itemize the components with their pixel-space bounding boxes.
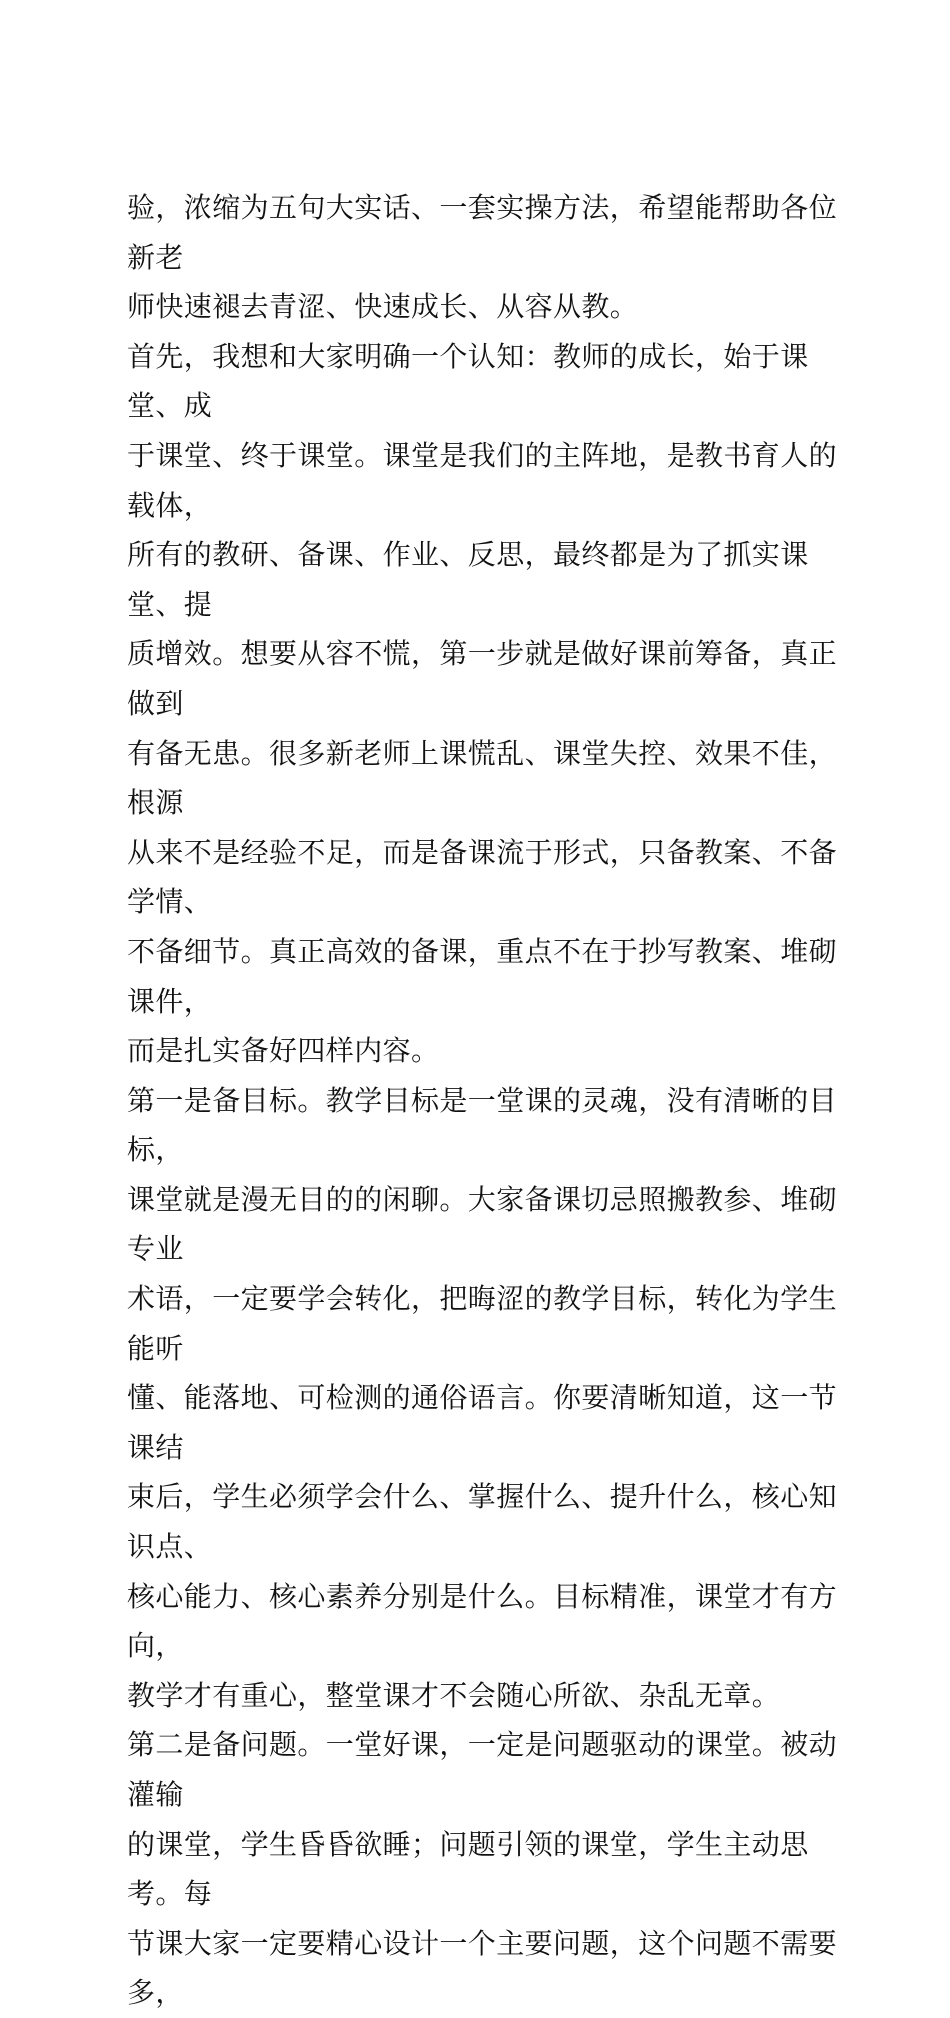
paragraph-1: 验，浓缩为五句大实话、一套实操方法，希望能帮助各位新老 师快速褪去青涩、快速成长、从容从教。 [127, 191, 838, 324]
paragraph-2: 首先，我想和大家明确一个认知：教师的成长，始于课堂、成 于课堂、终于课堂。课堂是我们的主阵地，是教书育人的载体， 所有的教研、备课、作业、反思，最终都是为了抓实课堂、提 质增效。想要从容不慌，第一步就是做好课前筹备，真正做到 有备无患。很多新老师上课慌乱、课堂失控、效果不佳，根源 从来不是经验不足，而是备课流于形式，只备教案、不备学情、 不备细节。真正高效的备课，重点不在于抄写教案、堆砌课件， 而是扎实备好四样内容。 [127, 339, 838, 1068]
document-body [127, 183, 862, 2018]
paragraph-3: 第一是备目标。教学目标是一堂课的灵魂，没有清晰的目标， 课堂就是漫无目的的闲聊。大家备课切忌照搬教参、堆砌专业 术语，一定要学会转化，把晦涩的教学目标，转化为学生能听 懂、能落地、可检测的通俗语言。你要清晰知道，这一节课结 束后，学生必须学会什么、掌握什么、提升什么，核心知识点、 核心能力、核心素养分别是什么。目标精准，课堂才有方向， 教学才有重心，整堂课才不会随心所欲、杂乱无章。 [127, 1083, 838, 1712]
paragraph-4: 第二是备问题。一堂好课，一定是问题驱动的课堂。被动灌输 的课堂，学生昏昏欲睡；问题引领的课堂，学生主动思考。每 节课大家一定要精心设计一个主要问题，这个问题不需要多， [127, 1728, 838, 2010]
